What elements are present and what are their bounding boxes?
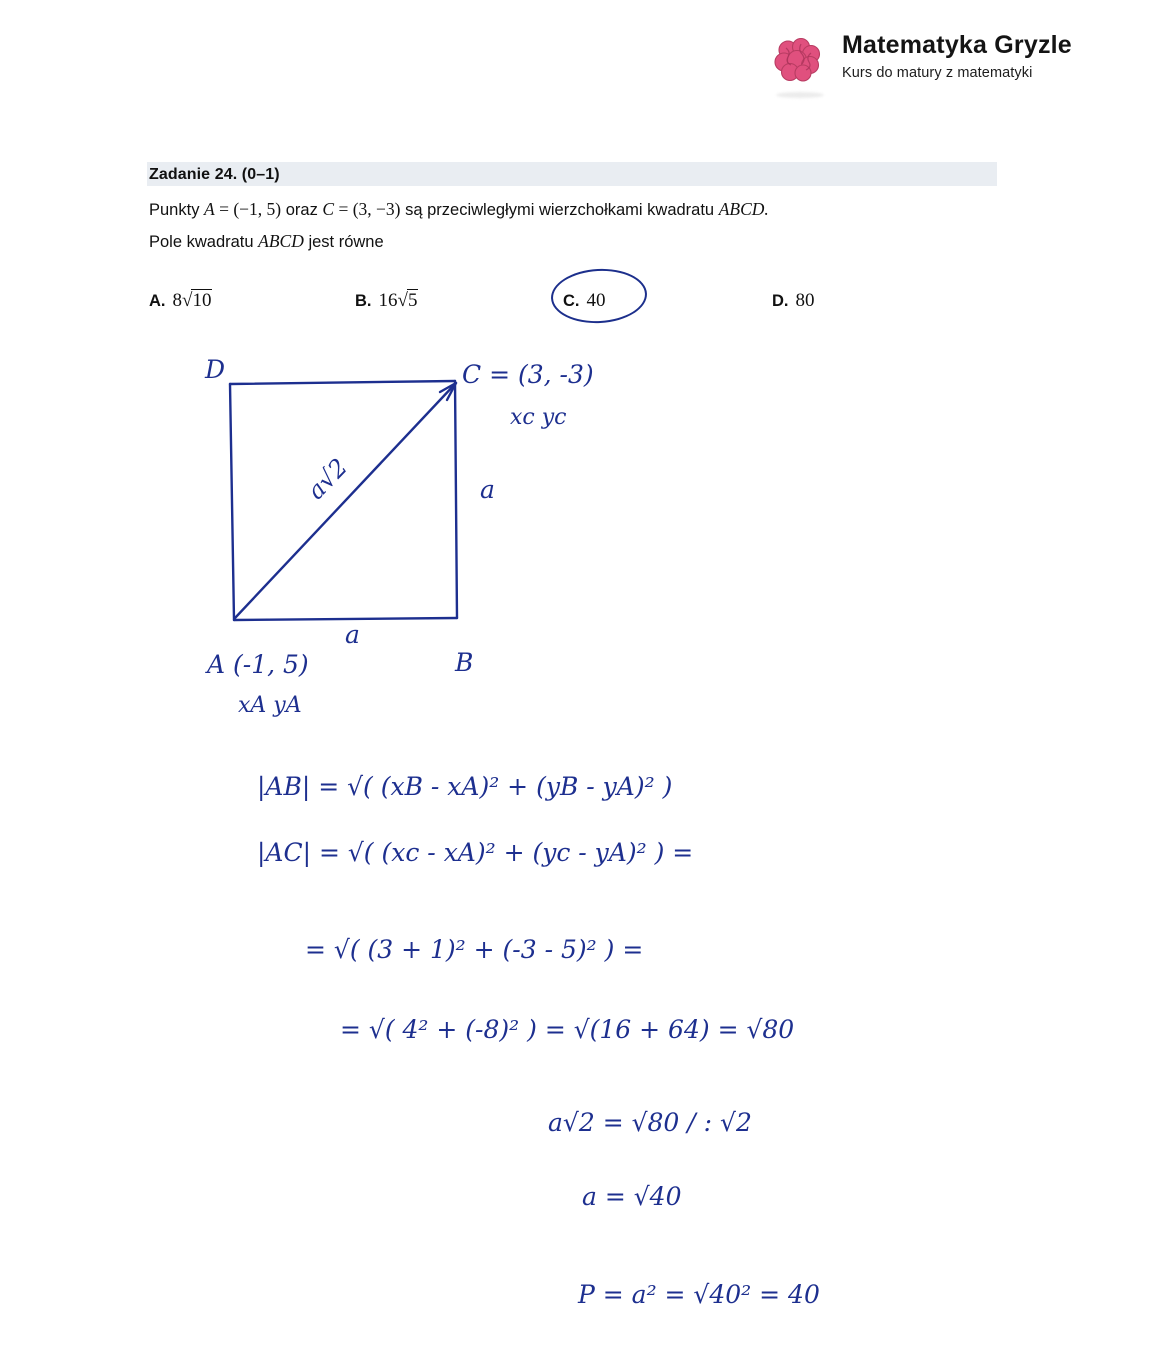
label-vertex-b: B: [455, 648, 474, 677]
task-header: Zadanie 24. (0–1): [149, 166, 280, 183]
label-vertex-a-vars: xA yA: [238, 693, 302, 718]
selected-answer-circle: [550, 267, 649, 326]
label-vertex-c-vars: xc yc: [510, 405, 567, 430]
statement-eq-c: = (3, −3): [334, 199, 401, 219]
statement-text-d: Pole kwadratu: [149, 233, 259, 251]
statement-text-c: są przeciwległymi wierzchołkami kwadratu: [400, 201, 719, 219]
label-diagonal: a√2: [301, 453, 354, 505]
answer-label-b: B.: [355, 292, 372, 310]
label-vertex-d: D: [205, 355, 226, 384]
statement-text-b: oraz: [281, 201, 323, 219]
statement-math-a: A: [204, 199, 215, 219]
statement-text-a: Punkty: [149, 201, 205, 219]
answer-value-d: 80: [795, 290, 815, 311]
statement-eq-a: = (−1, 5): [214, 199, 282, 219]
answer-label-c: C.: [563, 292, 580, 310]
answer-label-d: D.: [772, 292, 789, 310]
statement-math-abcd-2: ABCD: [258, 231, 304, 251]
work-line-3: = √( (3 + 1)² + (-3 - 5)² ) =: [305, 935, 644, 964]
answer-label-a: A.: [149, 292, 166, 310]
work-line-6: a = √40: [582, 1182, 682, 1211]
brain-icon: [770, 34, 826, 90]
brand-logo: [770, 32, 1072, 90]
label-side-right: a: [480, 475, 495, 504]
brand-subtitle: Kurs do matury z matematyki: [842, 64, 1033, 81]
statement-math-abcd: ABCD.: [718, 199, 769, 219]
answer-option-b[interactable]: [355, 290, 418, 312]
work-line-4: = √( 4² + (-8)² ) = √(16 + 64) = √80: [340, 1015, 795, 1044]
label-vertex-c: C = (3, -3): [462, 360, 594, 389]
answer-value-a: 8√10: [172, 290, 212, 311]
work-line-1: |AB| = √( (xB - xA)² + (yB - yA)² ): [257, 772, 673, 801]
statement-math-c: C: [322, 199, 335, 219]
statement-text-e: jest równe: [303, 233, 384, 251]
task-statement-line-2: [149, 231, 384, 252]
label-vertex-a: A (-1, 5): [207, 650, 309, 679]
work-line-5: a√2 = √80 / : √2: [548, 1108, 752, 1137]
label-side-bottom: a: [345, 620, 360, 649]
answer-option-a[interactable]: [149, 290, 212, 312]
task-statement-line-1: [149, 199, 769, 220]
logo-shadow: [776, 92, 824, 98]
brand-title: Matematyka Gryzle: [842, 31, 1072, 59]
answer-option-d[interactable]: [772, 290, 815, 312]
work-line-7: P = a² = √40² = 40: [578, 1280, 820, 1309]
answer-value-c: 40: [586, 290, 606, 311]
work-line-2: |AC| = √( (xc - xA)² + (yc - yA)² ) =: [257, 838, 694, 867]
answer-value-b: 16√5: [378, 290, 418, 311]
